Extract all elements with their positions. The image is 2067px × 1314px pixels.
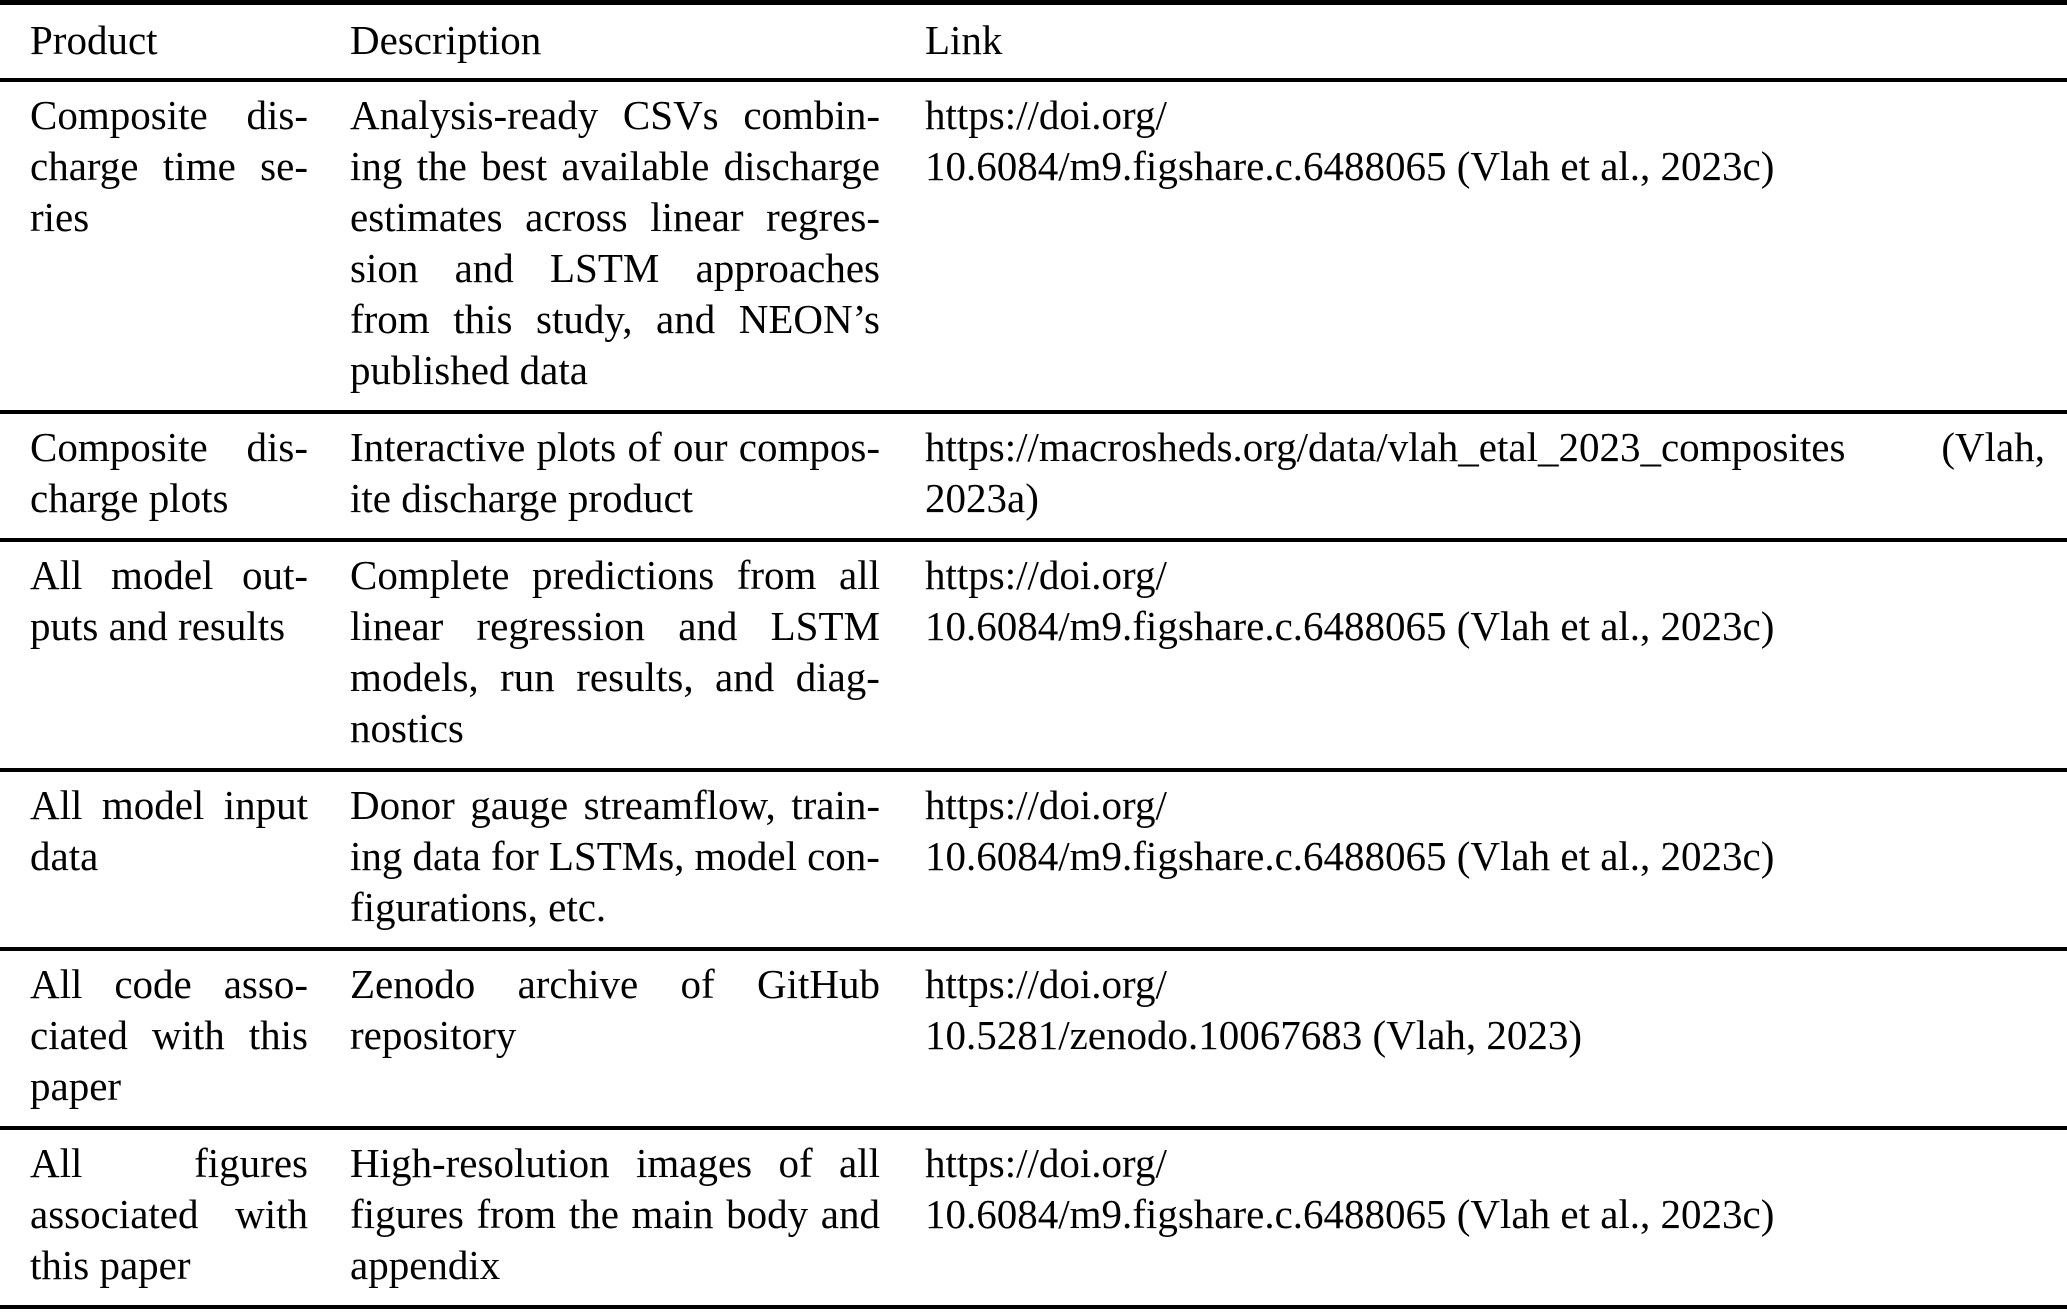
word: time	[162, 143, 236, 189]
word: and	[454, 245, 514, 291]
word: gauge	[470, 782, 569, 828]
product-text-line	[30, 780, 308, 831]
description-text-line: published data	[350, 347, 588, 393]
word: High-resolution	[350, 1140, 610, 1186]
description-cell	[350, 412, 925, 540]
description-text-line	[350, 780, 880, 831]
word: All	[30, 1140, 83, 1186]
word: Composite	[30, 424, 208, 470]
word: Zenodo	[350, 961, 476, 1007]
word: ing	[350, 833, 403, 879]
word: input	[223, 782, 308, 828]
table-row	[0, 949, 2067, 1128]
word: data	[412, 833, 481, 879]
word: study,	[536, 296, 633, 342]
word: images	[636, 1140, 753, 1186]
word: from	[736, 552, 817, 598]
table-row	[0, 412, 2067, 540]
description-text-line: repository	[350, 1012, 517, 1058]
word: ciated	[30, 1012, 128, 1058]
description-cell	[350, 80, 925, 412]
product-text-line: puts and results	[30, 603, 286, 649]
word: charge	[30, 143, 139, 189]
word: predictions	[531, 552, 715, 598]
product-text-line	[30, 550, 308, 601]
word: results,	[576, 654, 694, 700]
word: discharge	[723, 143, 880, 189]
word: linear	[350, 603, 444, 649]
link-text-line[interactable]: https://doi.org/	[925, 1140, 1167, 1186]
word: Interactive	[350, 424, 526, 470]
description-text-line	[350, 1189, 880, 1240]
word: all	[839, 1140, 880, 1186]
word: of	[680, 961, 715, 1007]
word: plots	[536, 424, 617, 470]
table-row	[0, 540, 2067, 770]
product-text-line	[30, 90, 308, 141]
word: this	[453, 296, 513, 342]
column-header-description: Description	[350, 17, 542, 63]
word: asso-	[223, 961, 308, 1007]
product-text-line: paper	[30, 1063, 122, 1109]
description-text-line	[350, 192, 880, 243]
link-cell	[925, 540, 2067, 770]
product-text-line: this paper	[30, 1242, 191, 1288]
word: GitHub	[756, 961, 880, 1007]
word: diag-	[795, 654, 880, 700]
link-text-line[interactable]: 10.5281/zenodo.10067683 (Vlah, 2023)	[925, 1012, 1583, 1058]
link-cell	[925, 80, 2067, 412]
description-text-line	[350, 422, 880, 473]
link-text-line[interactable]: 10.6084/m9.figshare.c.6488065 (Vlah et al., 2023c)	[925, 833, 1775, 879]
description-text-line	[350, 294, 880, 345]
description-text-line	[350, 141, 880, 192]
word: this	[248, 1012, 308, 1058]
description-text-line: figurations, etc.	[350, 884, 607, 930]
description-text-line	[350, 243, 880, 294]
word: body	[726, 1191, 809, 1237]
description-cell	[350, 1128, 925, 1307]
product-cell	[0, 1128, 350, 1307]
link-text-line[interactable]: 10.6084/m9.figshare.c.6488065 (Vlah et al., 2023c)	[925, 143, 1775, 189]
product-text-line: data	[30, 833, 99, 879]
word: and	[715, 654, 775, 700]
word: dis-	[246, 424, 308, 470]
product-text-line	[30, 422, 308, 473]
word: LSTM	[770, 603, 880, 649]
word: se-	[260, 143, 308, 189]
link-text-line[interactable]: 10.6084/m9.figshare.c.6488065 (Vlah et al., 2023c)	[925, 1191, 1775, 1237]
product-text-line	[30, 1138, 308, 1189]
word: CSVs	[622, 92, 719, 138]
word: figures	[350, 1191, 464, 1237]
description-text-line	[350, 1138, 880, 1189]
product-cell	[0, 540, 350, 770]
word: streamflow,	[583, 782, 776, 828]
table-body	[0, 80, 2067, 1307]
product-text-line	[30, 1189, 308, 1240]
word: models,	[350, 654, 479, 700]
word: estimates	[350, 194, 503, 240]
column-header-link: Link	[925, 17, 1003, 63]
word: best	[481, 143, 548, 189]
word: the	[568, 1191, 619, 1237]
word: compos-	[738, 424, 880, 470]
table-row	[0, 1128, 2067, 1307]
product-text-line	[30, 959, 308, 1010]
word: LSTM	[550, 245, 660, 291]
product-cell	[0, 80, 350, 412]
description-text-line	[350, 601, 880, 652]
description-text-line: ite discharge product	[350, 475, 694, 521]
product-text-line: ries	[30, 194, 90, 240]
link-text-line[interactable]: https://doi.org/	[925, 961, 1167, 1007]
word: Composite	[30, 92, 208, 138]
word: Donor	[350, 782, 455, 828]
word: Complete	[350, 552, 510, 598]
word: out-	[241, 552, 308, 598]
word: All	[30, 961, 83, 1007]
link-cell	[925, 770, 2067, 949]
word: across	[525, 194, 628, 240]
word: model	[110, 552, 214, 598]
word: dis-	[246, 92, 308, 138]
product-cell	[0, 949, 350, 1128]
word: from	[350, 296, 430, 342]
word: of	[778, 1140, 813, 1186]
link-text-line[interactable]: https://doi.org/	[925, 552, 1167, 598]
description-text-line	[350, 959, 880, 1010]
word: code	[114, 961, 192, 1007]
word: regres-	[766, 194, 880, 240]
word: sion	[350, 245, 419, 291]
description-cell	[350, 770, 925, 949]
word: of	[627, 424, 662, 470]
description-text-line	[350, 652, 880, 703]
word: approaches	[695, 245, 880, 291]
link-text-line[interactable]: 10.6084/m9.figshare.c.6488065 (Vlah et al., 2023c)	[925, 603, 1775, 649]
link-cell	[925, 412, 2067, 540]
word: (Vlah,	[1941, 424, 2045, 470]
word: con-	[807, 833, 880, 879]
description-cell	[350, 949, 925, 1128]
word: Analysis-ready	[350, 92, 599, 138]
link-text-line[interactable]: https://doi.org/	[925, 92, 1167, 138]
word: all	[839, 552, 880, 598]
description-text-line: nostics	[350, 705, 464, 751]
description-text-line	[350, 550, 880, 601]
word: run	[500, 654, 555, 700]
word: associated	[30, 1191, 199, 1237]
link-cell	[925, 949, 2067, 1128]
product-text-line	[30, 141, 308, 192]
word: with	[235, 1191, 308, 1237]
table-row	[0, 80, 2067, 412]
word: train-	[791, 782, 880, 828]
link-cell	[925, 1128, 2067, 1307]
word: linear	[650, 194, 744, 240]
word: combin-	[743, 92, 880, 138]
word: https://macrosheds.org/data/vlah_etal_2023_composites	[925, 424, 1846, 470]
word: and	[820, 1191, 880, 1237]
word: LSTMs,	[548, 833, 685, 879]
word: main	[631, 1191, 714, 1237]
word: from	[476, 1191, 557, 1237]
word: our	[672, 424, 728, 470]
product-cell	[0, 770, 350, 949]
word: ing	[350, 143, 403, 189]
description-text-line: appendix	[350, 1242, 501, 1288]
column-header-product: Product	[30, 17, 158, 63]
word: model	[694, 833, 797, 879]
word: with	[151, 1012, 225, 1058]
header-row	[0, 3, 2067, 81]
word: the	[416, 143, 467, 189]
link-text-line[interactable]: https://doi.org/	[925, 782, 1167, 828]
word: and	[656, 296, 716, 342]
word: archive	[517, 961, 639, 1007]
word: All	[30, 552, 83, 598]
word: regression	[476, 603, 646, 649]
product-text-line: charge plots	[30, 475, 229, 521]
word: model	[101, 782, 205, 828]
description-text-line	[350, 90, 880, 141]
table-row	[0, 770, 2067, 949]
product-text-line	[30, 1010, 308, 1061]
word: All	[30, 782, 83, 828]
product-cell	[0, 412, 350, 540]
word: NEON’s	[738, 296, 880, 342]
description-cell	[350, 540, 925, 770]
word: figures	[194, 1140, 308, 1186]
word: available	[561, 143, 710, 189]
link-text-line[interactable]: 2023a)	[925, 475, 1039, 521]
word: for	[490, 833, 539, 879]
link-text-line[interactable]	[925, 422, 2045, 473]
word: and	[678, 603, 738, 649]
description-text-line	[350, 831, 880, 882]
